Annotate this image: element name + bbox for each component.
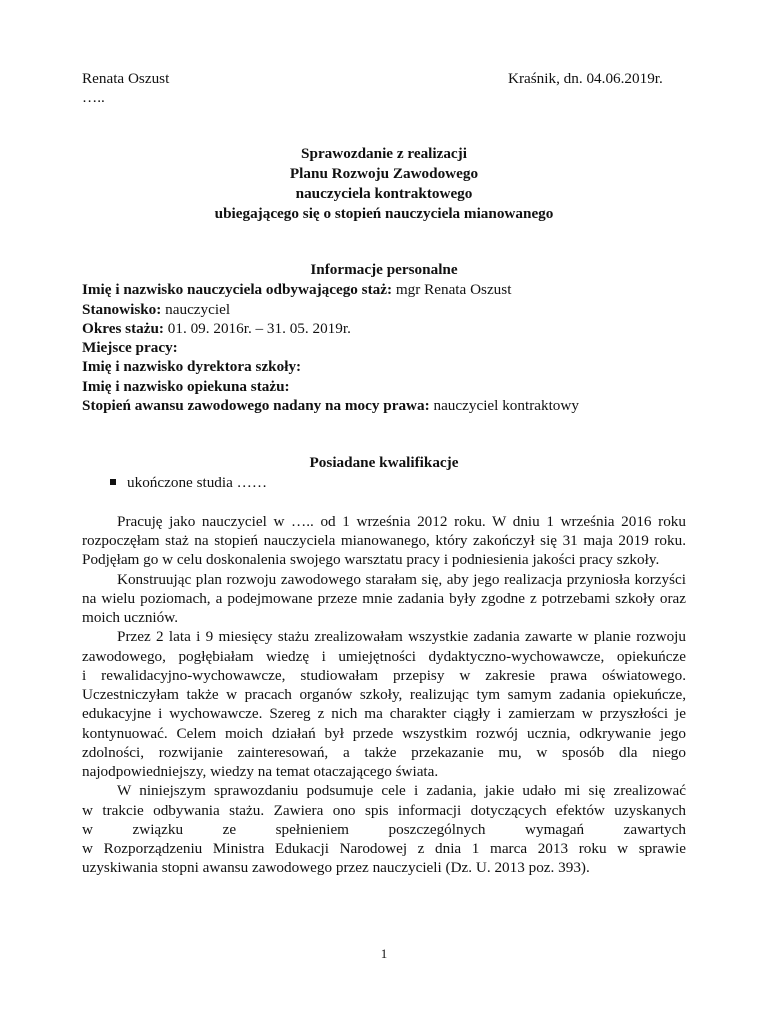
title-line-1: Sprawozdanie z realizacji [301, 145, 467, 162]
body-line: Konstruując plan rozwoju zawodowego starałam się, aby jego realizacja przyniosła korzyści [117, 571, 686, 588]
info-director-label: Imię i nazwisko dyrektora szkoły: [82, 358, 302, 375]
info-teacher-name-value: mgr Renata Oszust [392, 281, 512, 298]
qualifications-heading: Posiadane kwalifikacje [309, 454, 459, 471]
body-line: w trakcie odbywania stażu. Zawiera ono spis informacji dotyczących efektów uzyskanych [82, 802, 686, 819]
author-name: Renata Oszust [82, 70, 170, 87]
body-line: uzyskiwania stopni awansu zawodowego przez nauczycieli (Dz. U. 2013 poz. 393). [82, 859, 590, 876]
title-line-4: ubiegającego się o stopień nauczyciela mianowanego [214, 205, 554, 222]
body-line: edukacyjne i wychowawcze. Szereg z nich ma charakter ciągły i zamierzam w przyszłości je [82, 705, 686, 722]
body-line: rozpoczęłam staż na stopień nauczyciela mianowanego, który zakończył się 31 maja 2019 roku. [82, 532, 686, 549]
info-position-value: nauczyciel [161, 301, 231, 318]
info-degree-value: nauczyciel kontraktowy [429, 397, 579, 414]
body-line: Uczestniczyłam także w pracach organów szkoły, realizując tym samym zadania opiekuńcze, [82, 686, 686, 703]
info-mentor-label: Imię i nazwisko opiekuna stażu: [82, 378, 290, 395]
body-line: moich uczniów. [82, 609, 179, 626]
title-line-3: nauczyciela kontraktowego [295, 185, 473, 202]
info-degree [82, 397, 579, 415]
info-teacher-name-label: Imię i nazwisko nauczyciela odbywającego staż: [82, 281, 393, 298]
title-line-2: Planu Rozwoju Zawodowego [289, 165, 479, 182]
personal-info-heading: Informacje personalne [310, 261, 458, 278]
body-line: w związku ze spełnieniem poszczególnych wymagań zawartych [82, 821, 686, 838]
bullet-square-icon [110, 479, 116, 485]
info-workplace-label: Miejsce pracy: [82, 339, 178, 356]
page-number: 1 [380, 946, 388, 961]
body-line: najodpowiedniejszy, wiedzy na temat otaczającego świata. [82, 763, 439, 780]
body-line: i rewalidacyjno-wychowawcze, studiowałam przepisy w zakresie prawa oświatowego. [82, 667, 686, 684]
info-teacher-name [82, 281, 511, 299]
qualification-item: ukończone studia …… [127, 474, 268, 491]
body-line: Przez 2 lata i 9 miesięcy stażu zrealizowałam wszystkie zadania zawarte w planie rozwoju [117, 628, 686, 645]
info-position [82, 301, 230, 319]
info-period-value: 01. 09. 2016r. – 31. 05. 2019r. [163, 320, 351, 337]
body-line: Podjęłam go w celu doskonalenia swojego warsztatu pracy i podniesienia jakości pracy szkoły. [82, 551, 660, 568]
body-line: w Rozporządzeniu Ministra Edukacji Narodowej z dnia 1 marca 2013 roku w sprawie [82, 840, 686, 857]
body-line: kontynuować. Celem moich działań był przede wszystkim rozwój ucznia, odkrywanie jego [82, 725, 686, 742]
body-line: Pracuję jako nauczyciel w ….. od 1 września 2012 roku. W dniu 1 września 2016 roku [117, 513, 686, 530]
body-line: zdolności, rozwijanie zainteresowań, a także przekazanie mu, w sposób dla niego [82, 744, 686, 761]
place-and-date: Kraśnik, dn. 04.06.2019r. [508, 70, 663, 87]
info-position-label: Stanowisko: [82, 301, 162, 318]
info-degree-label: Stopień awansu zawodowego nadany na mocy prawa: [82, 397, 430, 414]
author-placeholder-dots: ….. [82, 89, 105, 106]
body-line: W niniejszym sprawozdaniu podsumuje cele i zadania, jakie udało mi się zrealizować [117, 782, 686, 799]
info-period [82, 320, 351, 338]
body-line: na wielu poziomach, a podejmowane przeze mnie zadania były zgodne z potrzebami szkoły oraz [82, 590, 686, 607]
body-line: zawodowego, pogłębiałam wiedzę i umiejętności dydaktyczno-wychowawcze, opiekuńcze [82, 648, 686, 665]
info-period-label: Okres stażu: [82, 320, 164, 337]
